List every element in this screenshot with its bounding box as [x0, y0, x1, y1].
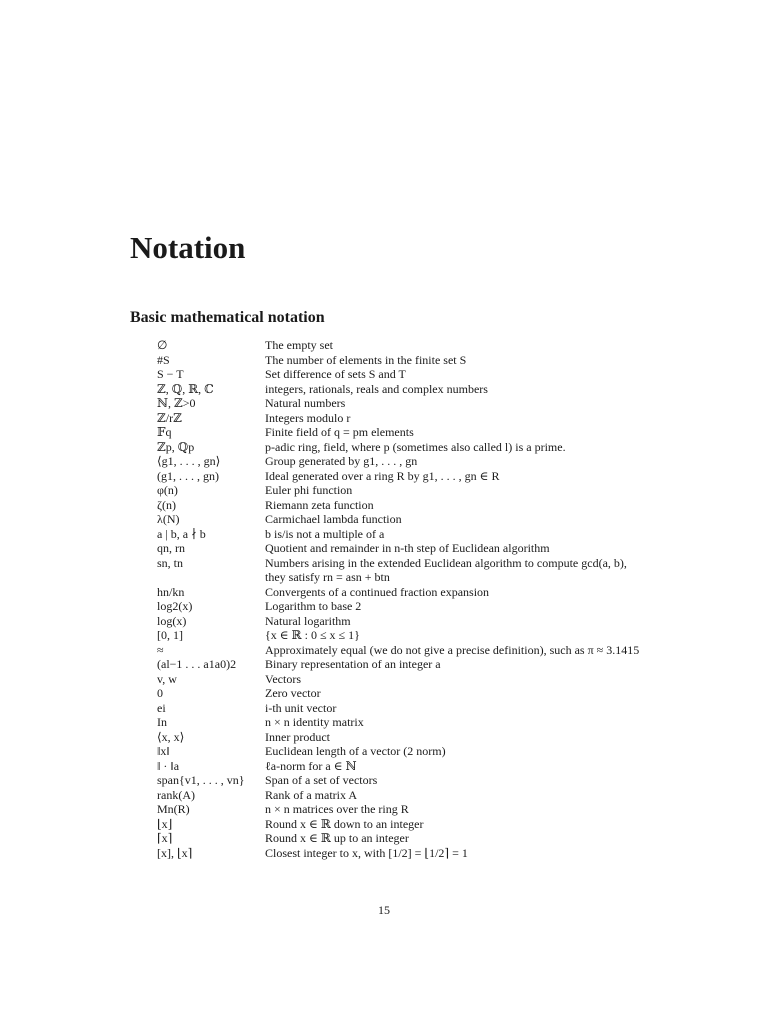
notation-description: Riemann zeta function — [265, 497, 374, 512]
notation-description: n × n matrices over the ring R — [265, 802, 409, 816]
notation-symbol: ≈ — [157, 642, 164, 657]
notation-description: The empty set — [265, 338, 333, 352]
notation-description: n × n identity matrix — [265, 715, 364, 729]
notation-description: Convergents of a continued fraction expansion — [265, 584, 490, 599]
notation-symbol: ℤp, ℚp — [157, 439, 195, 454]
notation-description: Euclidean length of a vector (2 norm) — [265, 744, 446, 758]
notation-row — [157, 628, 717, 643]
notation-description: Integers modulo r — [265, 410, 351, 425]
notation-description: {x ∈ ℝ : 0 ≤ x ≤ 1} — [265, 628, 360, 642]
notation-symbol: ‖ · ‖a — [157, 758, 180, 773]
notation-description: integers, rationals, reals and complex numbers — [265, 381, 488, 396]
notation-row — [157, 396, 717, 411]
notation-row — [157, 802, 717, 817]
notation-symbol: λ(N) — [157, 512, 180, 526]
notation-row — [157, 730, 717, 745]
notation-symbol: ℕ, ℤ>0 — [157, 396, 196, 410]
notation-description: Finite field of q = pm elements — [265, 425, 414, 439]
notation-symbol: 𝔽q — [157, 425, 172, 439]
notation-description: Round x ∈ ℝ down to an integer — [265, 816, 424, 831]
notation-symbol: In — [157, 715, 167, 729]
notation-description: Natural numbers — [265, 396, 346, 410]
notation-symbol: ℤ, ℚ, ℝ, ℂ — [157, 381, 214, 396]
notation-row — [157, 512, 717, 527]
notation-symbol: ⟨x, x⟩ — [157, 729, 185, 744]
notation-row — [157, 382, 717, 397]
notation-symbol: qn, rn — [157, 541, 185, 555]
notation-row — [157, 469, 717, 484]
notation-symbol: [x], ⌊x⌉ — [157, 845, 193, 860]
notation-row — [157, 788, 717, 803]
notation-row — [157, 773, 717, 788]
section-title: Basic mathematical notation — [130, 309, 325, 326]
notation-description: Vectors — [265, 671, 301, 686]
notation-symbol: (al−1 . . . a1a0)2 — [157, 657, 237, 671]
notation-description: i-th unit vector — [265, 700, 337, 715]
notation-row — [157, 701, 717, 716]
notation-row — [157, 614, 717, 629]
notation-row — [157, 744, 717, 759]
page-number: 15 — [378, 903, 390, 917]
notation-row — [157, 556, 717, 571]
notation-row — [157, 599, 717, 614]
notation-symbol — [157, 570, 265, 585]
notation-symbol: ‖x‖ — [157, 744, 170, 758]
notation-description: b is/is not a multiple of a — [265, 526, 385, 541]
notation-symbol: log2(x) — [157, 599, 193, 613]
notation-symbol: [0, 1] — [157, 628, 183, 642]
notation-symbol: #S — [157, 352, 170, 367]
notation-row — [157, 411, 717, 426]
notation-description: Numbers arising in the extended Euclidean algorithm to compute gcd(a, b), — [265, 555, 627, 570]
notation-symbol: sn, tn — [157, 555, 184, 570]
notation-row — [157, 425, 717, 440]
notation-description: Carmichael lambda function — [265, 512, 402, 526]
notation-row — [157, 686, 717, 701]
notation-description: Euler phi function — [265, 483, 353, 497]
notation-symbol: a | b, a ∤ b — [157, 526, 206, 541]
notation-description: Approximately equal (we do not give a precise definition), such as π ≈ 3.1415 — [265, 642, 640, 657]
notation-description: Inner product — [265, 729, 330, 744]
notation-row — [157, 498, 717, 513]
notation-description: Closest integer to x, with [1/2] = ⌊1/2⌉ = 1 — [265, 845, 468, 860]
notation-symbol: v, w — [157, 671, 177, 686]
notation-description: they satisfy rn = asn + btn — [265, 570, 390, 584]
notation-row — [157, 570, 717, 585]
notation-row — [157, 759, 717, 774]
notation-description: Round x ∈ ℝ up to an integer — [265, 831, 409, 845]
notation-symbol: ⌈x⌉ — [157, 831, 173, 845]
notation-row — [157, 672, 717, 687]
notation-description: Logarithm to base 2 — [265, 599, 362, 613]
notation-description: Group generated by g1, . . . , gn — [265, 454, 418, 468]
notation-row — [157, 831, 717, 846]
notation-description: Zero vector — [265, 686, 321, 700]
notation-description: Rank of a matrix A — [265, 787, 357, 802]
notation-description: p-adic ring, field, where p (sometimes also called l) is a prime. — [265, 439, 566, 454]
notation-description: Span of a set of vectors — [265, 773, 378, 787]
notation-symbol: span{v1, . . . , vn} — [157, 773, 245, 787]
notation-symbol: log(x) — [157, 613, 187, 628]
notation-description: Quotient and remainder in n-th step of Euclidean algorithm — [265, 541, 550, 555]
notation-symbol: ℤ/rℤ — [157, 410, 182, 425]
notation-list — [157, 338, 717, 860]
notation-row — [157, 846, 717, 861]
chapter-title: Notation — [130, 230, 246, 265]
notation-symbol: hn/kn — [157, 584, 185, 599]
notation-symbol: ⟨g1, . . . , gn⟩ — [157, 454, 221, 468]
notation-row — [157, 338, 717, 353]
notation-description: Natural logarithm — [265, 613, 351, 628]
notation-symbol: 0 — [157, 686, 163, 700]
notation-row — [157, 817, 717, 832]
notation-symbol: ⌊x⌋ — [157, 816, 173, 831]
notation-row — [157, 353, 717, 368]
notation-description: The number of elements in the finite set S — [265, 352, 467, 367]
notation-row — [157, 454, 717, 469]
notation-row — [157, 483, 717, 498]
notation-symbol: φ(n) — [157, 483, 178, 497]
notation-symbol: ei — [157, 700, 166, 715]
notation-description: Ideal generated over a ring R by g1, . . . , gn ∈ R — [265, 468, 500, 483]
notation-symbol: rank(A) — [157, 787, 195, 802]
notation-symbol: (g1, . . . , gn) — [157, 468, 219, 483]
notation-row — [157, 643, 717, 658]
notation-description: Binary representation of an integer a — [265, 657, 441, 671]
notation-row — [157, 541, 717, 556]
notation-row — [157, 440, 717, 455]
notation-description: ℓa-norm for a ∈ ℕ — [265, 758, 357, 773]
notation-row — [157, 715, 717, 730]
notation-symbol: ∅ — [157, 338, 168, 352]
notation-row — [157, 527, 717, 542]
notation-symbol: Mn(R) — [157, 802, 190, 816]
notation-description: Set difference of sets S and T — [265, 367, 406, 381]
notation-symbol: ζ(n) — [157, 497, 176, 512]
notation-row — [157, 657, 717, 672]
notation-symbol: S − T — [157, 367, 184, 381]
notation-row — [157, 585, 717, 600]
notation-row — [157, 367, 717, 382]
